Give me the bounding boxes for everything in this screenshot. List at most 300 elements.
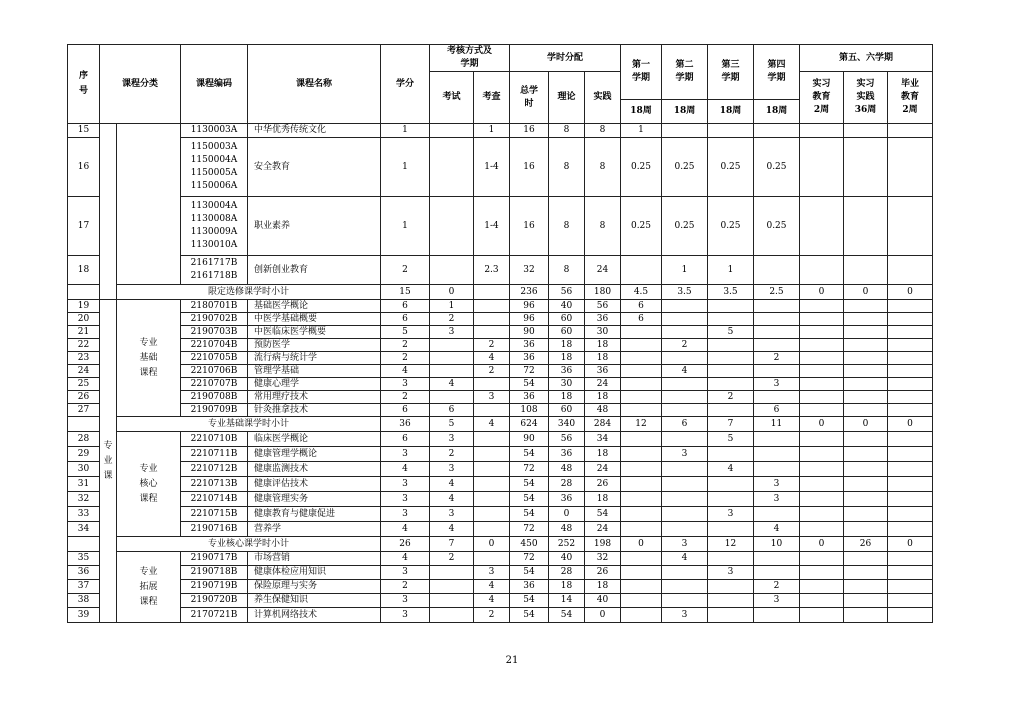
- cell-t2: 3: [662, 447, 708, 462]
- table-row: [68, 492, 933, 507]
- header-assess: 考核方式及学期: [430, 45, 510, 72]
- cell-t3: [708, 594, 754, 608]
- course-code-line: 1130008A: [190, 214, 238, 224]
- cell-t4: 2: [754, 580, 800, 594]
- cell-t3: [708, 580, 754, 594]
- cell-intern2: [844, 124, 888, 138]
- cell-intern1: [800, 300, 844, 313]
- cell-intern2: [844, 339, 888, 352]
- cell-practice: 56: [585, 300, 621, 313]
- cell-credit: 3: [381, 378, 430, 391]
- cell-t2: [662, 507, 708, 522]
- cell-t2: [662, 594, 708, 608]
- cell-intern2: [844, 608, 888, 623]
- course-name: 管理学基础: [248, 365, 381, 378]
- subtotal-practice: 180: [585, 285, 621, 300]
- subtotal-t4: 2.5: [754, 285, 800, 300]
- cell-theory: 36: [549, 492, 585, 507]
- cell-credit: 6: [381, 300, 430, 313]
- course-code: 2190703B: [181, 326, 248, 339]
- cell-t3: [708, 522, 754, 537]
- course-code-line: 1150006A: [190, 181, 238, 191]
- cell-credit: 4: [381, 522, 430, 537]
- table-row: [68, 339, 933, 352]
- cell-exam: [430, 256, 474, 285]
- course-code: 2210715B: [181, 507, 248, 522]
- table-row: [68, 580, 933, 594]
- cell-practice: 18: [585, 580, 621, 594]
- cell-t1: [621, 608, 662, 623]
- cell-total: 36: [510, 580, 549, 594]
- cell-t4: [754, 447, 800, 462]
- seq-cell: 21: [68, 326, 100, 339]
- course-name: 安全教育: [248, 138, 381, 197]
- course-code: 2190719B: [181, 580, 248, 594]
- table-row: [68, 256, 933, 285]
- cell-grad: [888, 339, 933, 352]
- subtotal-practice: 284: [585, 417, 621, 432]
- cell-t2: [662, 391, 708, 404]
- cell-t2: [662, 404, 708, 417]
- category-outer: [100, 124, 117, 300]
- course-name: 中医临床医学概要: [248, 326, 381, 339]
- subtotal-label: 限定选修课学时小计: [117, 285, 381, 300]
- cell-theory: 8: [549, 138, 585, 197]
- cell-grad: [888, 138, 933, 197]
- cell-t3: [708, 300, 754, 313]
- seq-cell: 29: [68, 447, 100, 462]
- category-tuozhan: [117, 552, 181, 623]
- cell-t2: 1: [662, 256, 708, 285]
- course-name: 中华优秀传统文化: [248, 124, 381, 138]
- course-name: 健康体检应用知识: [248, 566, 381, 580]
- cell-credit: 1: [381, 197, 430, 256]
- cell-credit: 3: [381, 608, 430, 623]
- cell-t4: 3: [754, 492, 800, 507]
- seq-cell-empty: [68, 285, 100, 300]
- cell-t1: 6: [621, 313, 662, 326]
- page-number: 21: [505, 655, 519, 666]
- cell-total: 36: [510, 352, 549, 365]
- cell-credit: 3: [381, 447, 430, 462]
- cell-credit: 4: [381, 552, 430, 566]
- cell-check: 1-4: [474, 138, 510, 197]
- cell-credit: 3: [381, 507, 430, 522]
- cell-t4: [754, 300, 800, 313]
- cell-intern1: [800, 608, 844, 623]
- cell-theory: 18: [549, 352, 585, 365]
- cell-practice: 0: [585, 608, 621, 623]
- course-name: 营养学: [248, 522, 381, 537]
- cell-t2: [662, 124, 708, 138]
- cell-grad: [888, 391, 933, 404]
- cell-t3: [708, 124, 754, 138]
- subtotal-t1: 4.5: [621, 285, 662, 300]
- category-hexin: [117, 432, 181, 537]
- cell-credit: 2: [381, 391, 430, 404]
- cell-check: 4: [474, 580, 510, 594]
- cell-total: 36: [510, 339, 549, 352]
- cell-t3: [708, 378, 754, 391]
- cell-t2: 0.25: [662, 197, 708, 256]
- cell-t4: 3: [754, 477, 800, 492]
- cell-intern2: [844, 566, 888, 580]
- cell-intern2: [844, 391, 888, 404]
- cell-t2: [662, 492, 708, 507]
- seq-cell: 22: [68, 339, 100, 352]
- cell-check: 3: [474, 391, 510, 404]
- cell-t1: [621, 352, 662, 365]
- cell-intern1: [800, 492, 844, 507]
- table-row: [68, 404, 933, 417]
- cell-grad: [888, 477, 933, 492]
- course-name: 健康心理学: [248, 378, 381, 391]
- cell-check: [474, 522, 510, 537]
- cell-t3: [708, 552, 754, 566]
- cell-t1: [621, 492, 662, 507]
- cell-total: 108: [510, 404, 549, 417]
- cell-theory: 18: [549, 391, 585, 404]
- table-row: [68, 365, 933, 378]
- seq-cell-empty: [68, 417, 100, 432]
- subtotal-total: 624: [510, 417, 549, 432]
- subtotal-t4: 11: [754, 417, 800, 432]
- cell-intern1: [800, 365, 844, 378]
- category-jichu: [117, 300, 181, 417]
- cell-t4: [754, 256, 800, 285]
- cell-check: [474, 300, 510, 313]
- course-code: 2190718B: [181, 566, 248, 580]
- subtotal-g: 0: [888, 285, 933, 300]
- cell-intern1: [800, 352, 844, 365]
- cell-exam: [430, 124, 474, 138]
- cell-exam: 2: [430, 447, 474, 462]
- cell-check: 3: [474, 566, 510, 580]
- category-inner: [117, 124, 181, 285]
- header-intern2: 实习实践36周: [844, 72, 888, 124]
- cell-t3: 2: [708, 391, 754, 404]
- cell-check: 4: [474, 594, 510, 608]
- seq-cell: 32: [68, 492, 100, 507]
- cell-intern2: [844, 300, 888, 313]
- cell-practice: 48: [585, 404, 621, 417]
- cell-total: 36: [510, 391, 549, 404]
- cell-check: [474, 404, 510, 417]
- cell-total: 72: [510, 552, 549, 566]
- cell-exam: [430, 138, 474, 197]
- cell-total: 16: [510, 124, 549, 138]
- course-code-line: 1150004A: [190, 155, 238, 165]
- cell-intern1: [800, 313, 844, 326]
- course-code: [181, 197, 248, 256]
- course-code: [181, 138, 248, 197]
- cell-theory: 48: [549, 462, 585, 477]
- cell-theory: 8: [549, 256, 585, 285]
- subtotal-theory: 252: [549, 537, 585, 552]
- header-practice: 实践: [585, 72, 621, 124]
- subtotal-credit: 15: [381, 285, 430, 300]
- course-name: 健康教育与健康促进: [248, 507, 381, 522]
- cell-t4: [754, 566, 800, 580]
- header-term2: 第二学期: [662, 45, 708, 100]
- cell-theory: 48: [549, 522, 585, 537]
- table-row: [68, 391, 933, 404]
- cell-t2: [662, 580, 708, 594]
- cell-t4: [754, 462, 800, 477]
- cell-exam: [430, 566, 474, 580]
- subtotal-t1: 0: [621, 537, 662, 552]
- cell-intern2: [844, 138, 888, 197]
- header-term3: 第三学期: [708, 45, 754, 100]
- course-name: 养生保健知识: [248, 594, 381, 608]
- cell-check: [474, 313, 510, 326]
- cell-theory: 40: [549, 552, 585, 566]
- cell-check: [474, 507, 510, 522]
- cell-t4: [754, 326, 800, 339]
- cell-t2: 3: [662, 608, 708, 623]
- cell-intern2: [844, 313, 888, 326]
- cell-total: 72: [510, 462, 549, 477]
- cell-t1: [621, 339, 662, 352]
- subtotal-total: 236: [510, 285, 549, 300]
- cell-intern1: [800, 326, 844, 339]
- cell-intern2: [844, 580, 888, 594]
- cell-t2: 4: [662, 552, 708, 566]
- header-code: 课程编码: [181, 45, 248, 124]
- seq-cell: 31: [68, 477, 100, 492]
- table-row: [68, 462, 933, 477]
- cell-grad: [888, 124, 933, 138]
- cell-t4: [754, 313, 800, 326]
- header-grad: 毕业教育2周: [888, 72, 933, 124]
- subtotal-label: 专业基础课学时小计: [117, 417, 381, 432]
- course-name: 流行病与统计学: [248, 352, 381, 365]
- cell-t4: [754, 365, 800, 378]
- cell-grad: [888, 608, 933, 623]
- cell-check: [474, 552, 510, 566]
- cell-practice: 26: [585, 477, 621, 492]
- cell-total: 90: [510, 326, 549, 339]
- seq-cell: 24: [68, 365, 100, 378]
- seq-cell: 30: [68, 462, 100, 477]
- course-name: 针灸推拿技术: [248, 404, 381, 417]
- cell-exam: 3: [430, 507, 474, 522]
- cell-total: 54: [510, 477, 549, 492]
- cell-t4: 6: [754, 404, 800, 417]
- cell-exam: 4: [430, 378, 474, 391]
- cell-intern1: [800, 462, 844, 477]
- seq-cell: 28: [68, 432, 100, 447]
- subtotal-check: 0: [474, 537, 510, 552]
- subtotal-i1: 0: [800, 417, 844, 432]
- cell-theory: 36: [549, 447, 585, 462]
- cell-credit: 3: [381, 594, 430, 608]
- cell-t3: [708, 339, 754, 352]
- course-code: 2190708B: [181, 391, 248, 404]
- subtotal-check: [474, 285, 510, 300]
- cell-check: 1-4: [474, 197, 510, 256]
- seq-cell: 33: [68, 507, 100, 522]
- category-jichu-label: 专业基础课程: [139, 337, 158, 378]
- cell-credit: 6: [381, 313, 430, 326]
- cell-t3: 5: [708, 432, 754, 447]
- cell-exam: [430, 580, 474, 594]
- header-intern1: 实习教育2周: [800, 72, 844, 124]
- cell-grad: [888, 447, 933, 462]
- cell-t1: [621, 462, 662, 477]
- subtotal-check: 4: [474, 417, 510, 432]
- header-total: 总学时: [510, 72, 549, 124]
- course-code: 2210705B: [181, 352, 248, 365]
- cell-t2: [662, 462, 708, 477]
- cell-exam: [430, 365, 474, 378]
- course-code: 2190716B: [181, 522, 248, 537]
- cell-t4: 3: [754, 594, 800, 608]
- cell-practice: 18: [585, 492, 621, 507]
- cell-t1: 0.25: [621, 197, 662, 256]
- cell-intern1: [800, 594, 844, 608]
- table-row: [68, 326, 933, 339]
- cell-practice: 26: [585, 566, 621, 580]
- cell-intern1: [800, 197, 844, 256]
- course-code: 2210707B: [181, 378, 248, 391]
- cell-check: [474, 378, 510, 391]
- seq-cell: 37: [68, 580, 100, 594]
- cell-t4: 4: [754, 522, 800, 537]
- cell-theory: 28: [549, 477, 585, 492]
- cell-theory: 40: [549, 300, 585, 313]
- cell-credit: 6: [381, 404, 430, 417]
- seq-cell: 36: [68, 566, 100, 580]
- subtotal-g: 0: [888, 417, 933, 432]
- header-hours: 学时分配: [510, 45, 621, 72]
- cell-intern2: [844, 477, 888, 492]
- cell-intern1: [800, 477, 844, 492]
- cell-intern2: [844, 197, 888, 256]
- subtotal-t2: 6: [662, 417, 708, 432]
- seq-cell: 25: [68, 378, 100, 391]
- cell-intern1: [800, 552, 844, 566]
- table-row: [68, 378, 933, 391]
- header-credit: 学分: [381, 45, 430, 124]
- subtotal-i1: 0: [800, 537, 844, 552]
- cell-theory: 18: [549, 580, 585, 594]
- cell-credit: 3: [381, 477, 430, 492]
- cell-total: 54: [510, 492, 549, 507]
- cell-check: [474, 477, 510, 492]
- cell-exam: [430, 608, 474, 623]
- cell-grad: [888, 300, 933, 313]
- cell-t1: [621, 447, 662, 462]
- seq-cell-empty: [68, 537, 100, 552]
- cell-grad: [888, 326, 933, 339]
- subtotal-exam: 0: [430, 285, 474, 300]
- seq-cell: 38: [68, 594, 100, 608]
- cell-grad: [888, 197, 933, 256]
- cell-t2: 0.25: [662, 138, 708, 197]
- course-code: 2190702B: [181, 313, 248, 326]
- cell-t4: 2: [754, 352, 800, 365]
- cell-intern1: [800, 447, 844, 462]
- cell-exam: 2: [430, 552, 474, 566]
- cell-t3: 3: [708, 507, 754, 522]
- cell-theory: 60: [549, 404, 585, 417]
- header-check: 考查: [474, 72, 510, 124]
- table-row: [68, 197, 933, 256]
- header-weeks-t2: 18周: [662, 100, 708, 124]
- cell-credit: 5: [381, 326, 430, 339]
- cell-t4: [754, 507, 800, 522]
- cell-theory: 36: [549, 365, 585, 378]
- cell-total: 54: [510, 566, 549, 580]
- cell-t1: [621, 404, 662, 417]
- table-row: [68, 417, 933, 432]
- table-row: [68, 594, 933, 608]
- cell-t3: [708, 313, 754, 326]
- cell-t4: [754, 608, 800, 623]
- cell-t1: 1: [621, 124, 662, 138]
- seq-cell: 34: [68, 522, 100, 537]
- course-name: 健康监测技术: [248, 462, 381, 477]
- cell-theory: 18: [549, 339, 585, 352]
- table-row: [68, 552, 933, 566]
- cell-t4: [754, 124, 800, 138]
- cell-credit: 2: [381, 339, 430, 352]
- cell-intern2: [844, 404, 888, 417]
- course-name: 健康管理学概论: [248, 447, 381, 462]
- cell-intern1: [800, 432, 844, 447]
- cell-grad: [888, 313, 933, 326]
- cell-t3: [708, 352, 754, 365]
- cell-exam: 4: [430, 477, 474, 492]
- cell-t3: 1: [708, 256, 754, 285]
- header-exam: 考试: [430, 72, 474, 124]
- cell-exam: 1: [430, 300, 474, 313]
- cell-total: 72: [510, 365, 549, 378]
- cell-intern2: [844, 594, 888, 608]
- subtotal-t3: 7: [708, 417, 754, 432]
- cell-credit: 1: [381, 138, 430, 197]
- cell-grad: [888, 552, 933, 566]
- course-code-line: 1130003A: [190, 125, 238, 135]
- cell-exam: 4: [430, 522, 474, 537]
- table-row: [68, 477, 933, 492]
- cell-exam: [430, 339, 474, 352]
- cell-practice: 24: [585, 256, 621, 285]
- cell-t3: 5: [708, 326, 754, 339]
- cell-credit: 4: [381, 462, 430, 477]
- course-name: 健康评估技术: [248, 477, 381, 492]
- cell-intern1: [800, 404, 844, 417]
- course-code: 2210713B: [181, 477, 248, 492]
- table-row: [68, 537, 933, 552]
- seq-cell: 35: [68, 552, 100, 566]
- subtotal-label: 专业核心课学时小计: [117, 537, 381, 552]
- cell-theory: 0: [549, 507, 585, 522]
- cell-t2: [662, 378, 708, 391]
- cell-exam: [430, 594, 474, 608]
- cell-exam: 3: [430, 462, 474, 477]
- cell-exam: [430, 197, 474, 256]
- cell-intern2: [844, 378, 888, 391]
- subtotal-g: 0: [888, 537, 933, 552]
- cell-t1: [621, 507, 662, 522]
- cell-t3: [708, 447, 754, 462]
- table-row: [68, 138, 933, 197]
- course-code: 2190720B: [181, 594, 248, 608]
- table-body: [68, 124, 933, 623]
- cell-t3: [708, 608, 754, 623]
